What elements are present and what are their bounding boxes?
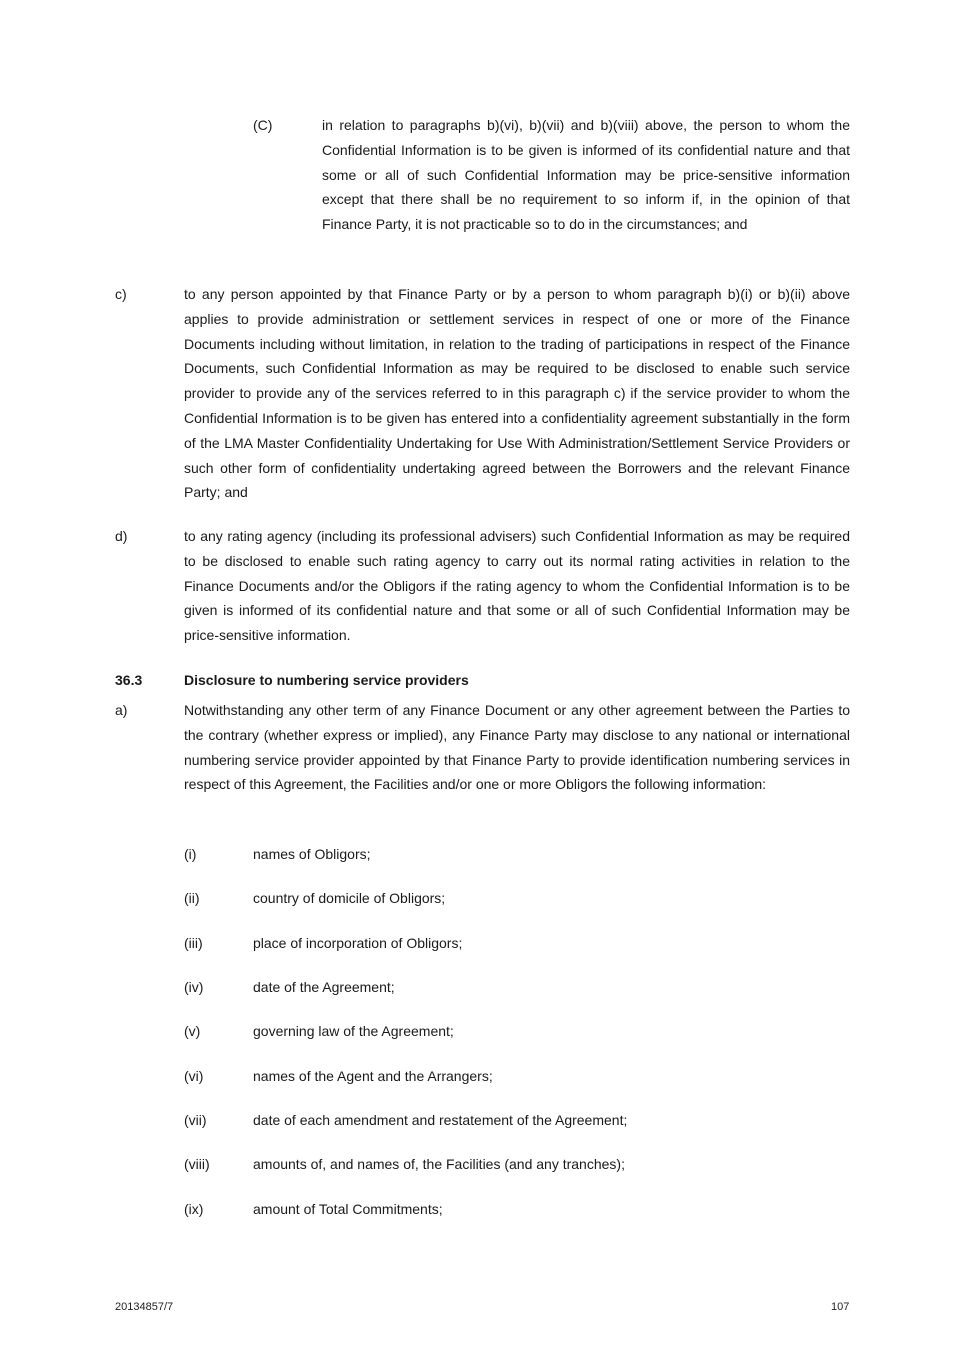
- footer-doc-reference: 20134857/7: [115, 1301, 174, 1313]
- list-item-text: names of Obligors;: [253, 846, 371, 862]
- list-item-text: country of domicile of Obligors;: [253, 890, 446, 906]
- list-item-label: (ix): [184, 1201, 204, 1217]
- list-item-text: place of incorporation of Obligors;: [253, 935, 463, 951]
- list-item-text: amounts of, and names of, the Facilities (and any tranches);: [253, 1156, 625, 1172]
- list-item-label: (i): [184, 846, 197, 862]
- list-item-text: date of each amendment and restatement of the Agreement;: [253, 1112, 628, 1128]
- list-item-text: amount of Total Commitments;: [253, 1201, 443, 1217]
- list-item-text: names of the Agent and the Arrangers;: [253, 1068, 493, 1084]
- list-item-label: (vi): [184, 1068, 204, 1084]
- sub-clause-c-label: (C): [253, 117, 273, 133]
- clause-c-text: to any person appointed by that Finance Party or by a person to whom paragraph b)(i) or b)(ii) above applies to provide administration or settlement services in respect of one or more of the Finance Documents including without limitation, in relation to the trading of participations in respect of the Finance Documents, such Confidential Information as may be required to be disclosed to enable such service provider to provide any of the services referred to in this paragraph c) if the service provider to whom the Confidential Information is to be given has entered into a confidentiality agreement substantially in the form of the LMA Master Confidentiality Undertaking for Use With Administration/Settlement Service Providers or such other form of confidentiality undertaking agreed between the Borrowers and the relevant Finance Party; and: [184, 286, 850, 501]
- list-item-label: (iv): [184, 979, 204, 995]
- clause-c-label: c): [115, 286, 127, 302]
- clause-a-text: Notwithstanding any other term of any Finance Document or any other agreement between the Parties to the contrary (whether express or implied), any Finance Party may disclose to any national or international numbering service provider appointed by that Finance Party to provide identification numbering services in respect of this Agreement, the Facilities and/or one or more Obligors the following information:: [184, 702, 850, 793]
- list-item-label: (ii): [184, 890, 200, 906]
- section-number: 36.3: [115, 672, 143, 688]
- list-item-label: (viii): [184, 1156, 210, 1172]
- list-item-text: governing law of the Agreement;: [253, 1023, 454, 1039]
- list-item-label: (vii): [184, 1112, 207, 1128]
- clause-d-label: d): [115, 528, 128, 544]
- list-item-label: (v): [184, 1023, 201, 1039]
- clause-a-label: a): [115, 702, 128, 718]
- section-heading: Disclosure to numbering service providers: [184, 672, 469, 688]
- list-item-label: (iii): [184, 935, 203, 951]
- list-item-text: date of the Agreement;: [253, 979, 395, 995]
- sub-clause-c-text: in relation to paragraphs b)(vi), b)(vii) and b)(viii) above, the person to whom the Confidential Information is to be given is informed of its confidential nature and that some or all of such Confidential Information may be price-sensitive information except that there shall be no requirement to so inform if, in the opinion of that Finance Party, it is not practicable so to do in the circumstances; and: [322, 117, 850, 233]
- clause-d-text: to any rating agency (including its professional advisers) such Confidential Information as may be required to be disclosed to enable such rating agency to carry out its normal rating activities in relation to the Finance Documents and/or the Obligors if the rating agency to whom the Confidential Information is to be given is informed of its confidential nature and that some or all of such Confidential Information may be price-sensitive information.: [184, 528, 850, 644]
- footer-page-number: 107: [831, 1301, 850, 1313]
